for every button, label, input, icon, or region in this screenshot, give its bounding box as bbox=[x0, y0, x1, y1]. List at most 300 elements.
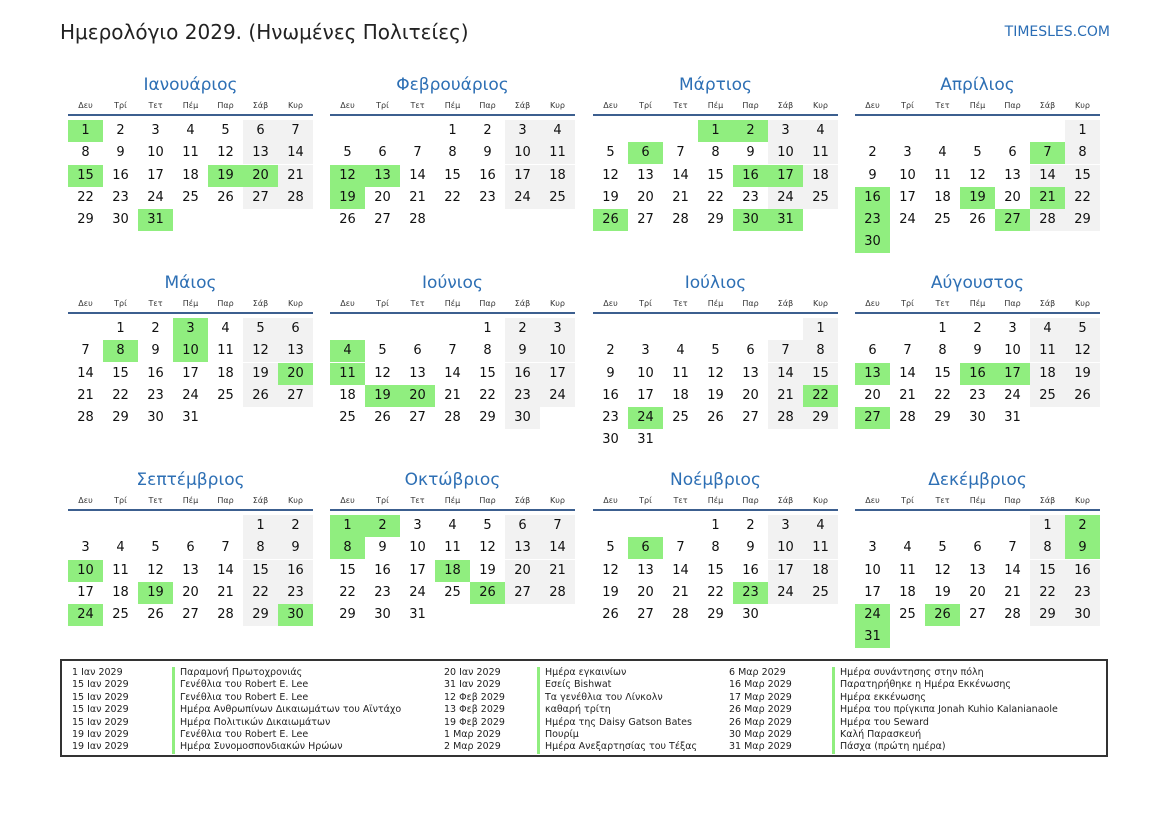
holiday-day[interactable]: 13 bbox=[365, 165, 400, 187]
calendar-day[interactable]: 4 bbox=[903, 540, 912, 556]
calendar-day[interactable]: 17 bbox=[182, 365, 199, 381]
holiday-day[interactable]: 16 bbox=[855, 187, 890, 209]
holiday-day[interactable]: 13 bbox=[855, 363, 890, 385]
calendar-day[interactable]: 3 bbox=[1008, 321, 1017, 336]
holiday-day[interactable]: 6 bbox=[628, 537, 663, 559]
calendar-day[interactable]: 29 bbox=[479, 410, 496, 426]
weekend-day[interactable]: 15 bbox=[803, 363, 838, 385]
calendar-day[interactable]: 23 bbox=[374, 584, 391, 600]
weekend-day[interactable]: 2 bbox=[505, 318, 540, 340]
calendar-day[interactable]: 19 bbox=[602, 584, 619, 600]
holiday-day[interactable]: 8 bbox=[103, 340, 138, 362]
calendar-day[interactable]: 4 bbox=[116, 540, 125, 556]
weekend-day[interactable]: 4 bbox=[1030, 318, 1065, 340]
calendar-day[interactable]: 28 bbox=[1004, 607, 1021, 623]
calendar-day[interactable]: 16 bbox=[374, 562, 391, 578]
weekend-day[interactable]: 15 bbox=[243, 560, 278, 582]
holiday-day[interactable]: 27 bbox=[995, 209, 1030, 231]
calendar-day[interactable]: 14 bbox=[672, 562, 689, 578]
weekend-day[interactable]: 17 bbox=[768, 560, 803, 582]
calendar-day[interactable]: 5 bbox=[606, 145, 615, 161]
weekend-day[interactable]: 4 bbox=[540, 120, 575, 142]
calendar-day[interactable]: 7 bbox=[676, 145, 685, 161]
holiday-day[interactable]: 15 bbox=[68, 165, 103, 187]
calendar-day[interactable]: 7 bbox=[903, 343, 912, 359]
calendar-day[interactable]: 12 bbox=[374, 365, 391, 381]
weekend-day[interactable]: 25 bbox=[540, 187, 575, 209]
calendar-day[interactable]: 29 bbox=[707, 607, 724, 623]
holiday-day[interactable]: 24 bbox=[628, 407, 663, 429]
calendar-day[interactable]: 15 bbox=[707, 167, 724, 183]
calendar-day[interactable]: 3 bbox=[641, 343, 650, 359]
weekend-day[interactable]: 28 bbox=[540, 582, 575, 604]
calendar-day[interactable]: 27 bbox=[409, 410, 426, 426]
calendar-day[interactable]: 24 bbox=[147, 189, 164, 205]
calendar-day[interactable]: 3 bbox=[81, 540, 90, 556]
weekend-day[interactable]: 29 bbox=[1065, 209, 1100, 231]
calendar-day[interactable]: 12 bbox=[479, 540, 496, 556]
weekend-day[interactable]: 28 bbox=[768, 407, 803, 429]
calendar-day[interactable]: 5 bbox=[221, 123, 230, 138]
weekend-day[interactable]: 3 bbox=[540, 318, 575, 340]
calendar-day[interactable]: 12 bbox=[934, 562, 951, 578]
calendar-day[interactable]: 17 bbox=[409, 562, 426, 578]
weekend-day[interactable]: 28 bbox=[1030, 209, 1065, 231]
calendar-day[interactable]: 23 bbox=[112, 189, 129, 205]
weekend-day[interactable]: 10 bbox=[505, 142, 540, 164]
weekend-day[interactable]: 21 bbox=[540, 560, 575, 582]
weekend-day[interactable]: 7 bbox=[278, 120, 313, 142]
calendar-day[interactable]: 27 bbox=[182, 607, 199, 623]
weekend-day[interactable]: 2 bbox=[278, 515, 313, 537]
calendar-day[interactable]: 16 bbox=[602, 387, 619, 403]
calendar-day[interactable]: 28 bbox=[672, 212, 689, 228]
calendar-day[interactable]: 25 bbox=[112, 607, 129, 623]
weekend-day[interactable]: 23 bbox=[505, 385, 540, 407]
calendar-day[interactable]: 2 bbox=[483, 123, 492, 138]
calendar-day[interactable]: 18 bbox=[182, 167, 199, 183]
calendar-day[interactable]: 21 bbox=[77, 387, 94, 403]
calendar-day[interactable]: 15 bbox=[934, 365, 951, 381]
holiday-day[interactable]: 18 bbox=[435, 560, 470, 582]
calendar-day[interactable]: 12 bbox=[602, 167, 619, 183]
calendar-day[interactable]: 9 bbox=[868, 167, 877, 183]
calendar-day[interactable]: 29 bbox=[339, 607, 356, 623]
weekend-day[interactable]: 7 bbox=[768, 340, 803, 362]
calendar-day[interactable]: 15 bbox=[112, 365, 129, 381]
holiday-day[interactable]: 19 bbox=[365, 385, 400, 407]
calendar-day[interactable]: 2 bbox=[116, 123, 125, 138]
weekend-day[interactable]: 6 bbox=[278, 318, 313, 340]
calendar-day[interactable]: 8 bbox=[448, 145, 457, 161]
calendar-day[interactable]: 5 bbox=[343, 145, 352, 161]
calendar-day[interactable]: 11 bbox=[217, 343, 234, 359]
calendar-day[interactable]: 2 bbox=[746, 518, 755, 533]
calendar-day[interactable]: 11 bbox=[899, 562, 916, 578]
calendar-day[interactable]: 17 bbox=[77, 584, 94, 600]
weekend-day[interactable]: 11 bbox=[540, 142, 575, 164]
weekend-day[interactable]: 10 bbox=[768, 142, 803, 164]
weekend-day[interactable]: 9 bbox=[505, 340, 540, 362]
calendar-day[interactable]: 16 bbox=[479, 167, 496, 183]
weekend-day[interactable]: 16 bbox=[1065, 560, 1100, 582]
weekend-day[interactable]: 28 bbox=[278, 187, 313, 209]
calendar-day[interactable]: 17 bbox=[864, 584, 881, 600]
weekend-day[interactable]: 22 bbox=[243, 582, 278, 604]
calendar-day[interactable]: 2 bbox=[151, 321, 160, 336]
calendar-day[interactable]: 12 bbox=[217, 145, 234, 161]
holiday-day[interactable]: 26 bbox=[925, 604, 960, 626]
calendar-day[interactable]: 12 bbox=[602, 562, 619, 578]
calendar-day[interactable]: 19 bbox=[707, 387, 724, 403]
holiday-day[interactable]: 19 bbox=[208, 165, 243, 187]
holiday-day[interactable]: 1 bbox=[330, 515, 365, 537]
calendar-day[interactable]: 1 bbox=[711, 518, 720, 533]
calendar-day[interactable]: 3 bbox=[151, 123, 160, 138]
holiday-day[interactable]: 30 bbox=[278, 604, 313, 626]
holiday-day[interactable]: 17 bbox=[768, 165, 803, 187]
weekend-day[interactable]: 26 bbox=[1065, 385, 1100, 407]
weekend-day[interactable]: 23 bbox=[1065, 582, 1100, 604]
holiday-day[interactable]: 26 bbox=[593, 209, 628, 231]
calendar-day[interactable]: 14 bbox=[1004, 562, 1021, 578]
calendar-day[interactable]: 14 bbox=[217, 562, 234, 578]
holiday-day[interactable]: 3 bbox=[173, 318, 208, 340]
holiday-day[interactable]: 4 bbox=[330, 340, 365, 362]
calendar-day[interactable]: 4 bbox=[676, 343, 685, 359]
calendar-day[interactable]: 30 bbox=[374, 607, 391, 623]
weekend-day[interactable]: 20 bbox=[505, 560, 540, 582]
calendar-day[interactable]: 29 bbox=[77, 212, 94, 228]
holiday-day[interactable]: 16 bbox=[733, 165, 768, 187]
calendar-day[interactable]: 28 bbox=[217, 607, 234, 623]
weekend-day[interactable]: 13 bbox=[505, 537, 540, 559]
weekend-day[interactable]: 1 bbox=[803, 318, 838, 340]
calendar-day[interactable]: 29 bbox=[112, 410, 129, 426]
calendar-day[interactable]: 13 bbox=[742, 365, 759, 381]
holiday-day[interactable]: 10 bbox=[68, 560, 103, 582]
calendar-day[interactable]: 22 bbox=[707, 189, 724, 205]
holiday-day[interactable]: 20 bbox=[243, 165, 278, 187]
calendar-day[interactable]: 22 bbox=[444, 189, 461, 205]
weekend-day[interactable]: 16 bbox=[278, 560, 313, 582]
holiday-day[interactable]: 19 bbox=[960, 187, 995, 209]
calendar-day[interactable]: 13 bbox=[969, 562, 986, 578]
calendar-day[interactable]: 28 bbox=[899, 410, 916, 426]
calendar-day[interactable]: 6 bbox=[973, 540, 982, 556]
weekend-day[interactable]: 18 bbox=[803, 165, 838, 187]
weekend-day[interactable]: 4 bbox=[803, 120, 838, 142]
holiday-day[interactable]: 2 bbox=[733, 120, 768, 142]
calendar-day[interactable]: 18 bbox=[934, 189, 951, 205]
calendar-day[interactable]: 14 bbox=[672, 167, 689, 183]
calendar-day[interactable]: 9 bbox=[973, 343, 982, 359]
weekend-day[interactable]: 24 bbox=[540, 385, 575, 407]
weekend-day[interactable]: 23 bbox=[278, 582, 313, 604]
weekend-day[interactable]: 6 bbox=[505, 515, 540, 537]
weekend-day[interactable]: 13 bbox=[243, 142, 278, 164]
calendar-day[interactable]: 11 bbox=[672, 365, 689, 381]
calendar-day[interactable]: 24 bbox=[182, 387, 199, 403]
calendar-day[interactable]: 26 bbox=[602, 607, 619, 623]
calendar-day[interactable]: 24 bbox=[1004, 387, 1021, 403]
calendar-day[interactable]: 3 bbox=[413, 518, 422, 533]
holiday-day[interactable]: 31 bbox=[768, 209, 803, 231]
weekend-day[interactable]: 13 bbox=[278, 340, 313, 362]
weekend-day[interactable]: 8 bbox=[803, 340, 838, 362]
calendar-day[interactable]: 2 bbox=[606, 343, 615, 359]
weekend-day[interactable]: 15 bbox=[1065, 165, 1100, 187]
calendar-day[interactable]: 3 bbox=[868, 540, 877, 556]
calendar-day[interactable]: 5 bbox=[938, 540, 947, 556]
weekend-day[interactable]: 8 bbox=[1030, 537, 1065, 559]
calendar-day[interactable]: 30 bbox=[602, 432, 619, 448]
calendar-day[interactable]: 20 bbox=[742, 387, 759, 403]
calendar-day[interactable]: 15 bbox=[707, 562, 724, 578]
calendar-day[interactable]: 31 bbox=[182, 410, 199, 426]
calendar-day[interactable]: 11 bbox=[182, 145, 199, 161]
calendar-day[interactable]: 10 bbox=[1004, 343, 1021, 359]
calendar-day[interactable]: 31 bbox=[409, 607, 426, 623]
weekend-day[interactable]: 12 bbox=[1065, 340, 1100, 362]
calendar-day[interactable]: 31 bbox=[637, 432, 654, 448]
calendar-day[interactable]: 7 bbox=[448, 343, 457, 359]
holiday-day[interactable]: 8 bbox=[330, 537, 365, 559]
calendar-day[interactable]: 6 bbox=[186, 540, 195, 556]
weekend-day[interactable]: 24 bbox=[505, 187, 540, 209]
calendar-day[interactable]: 26 bbox=[339, 212, 356, 228]
calendar-day[interactable]: 27 bbox=[969, 607, 986, 623]
calendar-day[interactable]: 11 bbox=[934, 167, 951, 183]
holiday-day[interactable]: 2 bbox=[1065, 515, 1100, 537]
calendar-day[interactable]: 22 bbox=[707, 584, 724, 600]
weekend-day[interactable]: 18 bbox=[1030, 363, 1065, 385]
calendar-day[interactable]: 1 bbox=[116, 321, 125, 336]
weekend-day[interactable]: 25 bbox=[803, 582, 838, 604]
calendar-day[interactable]: 21 bbox=[899, 387, 916, 403]
calendar-day[interactable]: 30 bbox=[742, 607, 759, 623]
calendar-day[interactable]: 15 bbox=[339, 562, 356, 578]
calendar-day[interactable]: 19 bbox=[934, 584, 951, 600]
holiday-day[interactable]: 11 bbox=[330, 363, 365, 385]
calendar-day[interactable]: 13 bbox=[1004, 167, 1021, 183]
weekend-day[interactable]: 29 bbox=[803, 407, 838, 429]
calendar-day[interactable]: 6 bbox=[746, 343, 755, 359]
calendar-day[interactable]: 25 bbox=[339, 410, 356, 426]
calendar-day[interactable]: 24 bbox=[409, 584, 426, 600]
calendar-day[interactable]: 18 bbox=[672, 387, 689, 403]
weekend-day[interactable]: 21 bbox=[768, 385, 803, 407]
calendar-day[interactable]: 24 bbox=[899, 212, 916, 228]
holiday-day[interactable]: 16 bbox=[960, 363, 995, 385]
weekend-day[interactable]: 18 bbox=[540, 165, 575, 187]
calendar-day[interactable]: 10 bbox=[899, 167, 916, 183]
holiday-day[interactable]: 23 bbox=[733, 582, 768, 604]
calendar-day[interactable]: 2 bbox=[868, 145, 877, 161]
weekend-day[interactable]: 7 bbox=[540, 515, 575, 537]
calendar-day[interactable]: 21 bbox=[672, 189, 689, 205]
calendar-day[interactable]: 21 bbox=[409, 189, 426, 205]
calendar-day[interactable]: 13 bbox=[182, 562, 199, 578]
holiday-day[interactable]: 1 bbox=[698, 120, 733, 142]
weekend-day[interactable]: 10 bbox=[540, 340, 575, 362]
calendar-day[interactable]: 10 bbox=[147, 145, 164, 161]
weekend-day[interactable]: 19 bbox=[1065, 363, 1100, 385]
calendar-day[interactable]: 8 bbox=[483, 343, 492, 359]
holiday-day[interactable]: 20 bbox=[278, 363, 313, 385]
holiday-day[interactable]: 24 bbox=[855, 604, 890, 626]
calendar-day[interactable]: 4 bbox=[221, 321, 230, 336]
calendar-day[interactable]: 11 bbox=[112, 562, 129, 578]
calendar-day[interactable]: 1 bbox=[483, 321, 492, 336]
weekend-day[interactable]: 11 bbox=[803, 537, 838, 559]
weekend-day[interactable]: 5 bbox=[243, 318, 278, 340]
holiday-day[interactable]: 21 bbox=[1030, 187, 1065, 209]
calendar-day[interactable]: 29 bbox=[934, 410, 951, 426]
calendar-day[interactable]: 10 bbox=[864, 562, 881, 578]
calendar-day[interactable]: 22 bbox=[339, 584, 356, 600]
calendar-day[interactable]: 20 bbox=[374, 189, 391, 205]
calendar-day[interactable]: 1 bbox=[938, 321, 947, 336]
weekend-day[interactable]: 5 bbox=[1065, 318, 1100, 340]
calendar-day[interactable]: 23 bbox=[969, 387, 986, 403]
calendar-day[interactable]: 6 bbox=[1008, 145, 1017, 161]
calendar-day[interactable]: 30 bbox=[147, 410, 164, 426]
weekend-day[interactable]: 1 bbox=[1030, 515, 1065, 537]
calendar-day[interactable]: 26 bbox=[374, 410, 391, 426]
weekend-day[interactable]: 10 bbox=[768, 537, 803, 559]
calendar-day[interactable]: 16 bbox=[147, 365, 164, 381]
calendar-day[interactable]: 25 bbox=[934, 212, 951, 228]
weekend-day[interactable]: 27 bbox=[278, 385, 313, 407]
calendar-day[interactable]: 8 bbox=[938, 343, 947, 359]
weekend-day[interactable]: 14 bbox=[1030, 165, 1065, 187]
calendar-day[interactable]: 19 bbox=[602, 189, 619, 205]
calendar-day[interactable]: 16 bbox=[112, 167, 129, 183]
calendar-day[interactable]: 20 bbox=[182, 584, 199, 600]
calendar-day[interactable]: 23 bbox=[147, 387, 164, 403]
holiday-day[interactable]: 30 bbox=[855, 231, 890, 253]
calendar-day[interactable]: 18 bbox=[112, 584, 129, 600]
holiday-day[interactable]: 30 bbox=[733, 209, 768, 231]
calendar-day[interactable]: 25 bbox=[444, 584, 461, 600]
calendar-day[interactable]: 4 bbox=[938, 145, 947, 161]
calendar-day[interactable]: 18 bbox=[899, 584, 916, 600]
weekend-day[interactable]: 11 bbox=[803, 142, 838, 164]
calendar-day[interactable]: 17 bbox=[147, 167, 164, 183]
weekend-day[interactable]: 29 bbox=[1030, 604, 1065, 626]
calendar-day[interactable]: 6 bbox=[868, 343, 877, 359]
calendar-day[interactable]: 17 bbox=[637, 387, 654, 403]
calendar-day[interactable]: 28 bbox=[77, 410, 94, 426]
calendar-day[interactable]: 12 bbox=[147, 562, 164, 578]
calendar-day[interactable]: 2 bbox=[973, 321, 982, 336]
calendar-day[interactable]: 10 bbox=[409, 540, 426, 556]
calendar-day[interactable]: 25 bbox=[672, 410, 689, 426]
calendar-day[interactable]: 20 bbox=[637, 189, 654, 205]
holiday-day[interactable]: 2 bbox=[365, 515, 400, 537]
calendar-day[interactable]: 20 bbox=[969, 584, 986, 600]
calendar-day[interactable]: 21 bbox=[444, 387, 461, 403]
calendar-day[interactable]: 23 bbox=[479, 189, 496, 205]
weekend-day[interactable]: 12 bbox=[243, 340, 278, 362]
calendar-day[interactable]: 20 bbox=[864, 387, 881, 403]
calendar-day[interactable]: 14 bbox=[444, 365, 461, 381]
calendar-day[interactable]: 10 bbox=[637, 365, 654, 381]
calendar-day[interactable]: 27 bbox=[742, 410, 759, 426]
calendar-day[interactable]: 9 bbox=[483, 145, 492, 161]
weekend-day[interactable]: 22 bbox=[1065, 187, 1100, 209]
holiday-day[interactable]: 9 bbox=[1065, 537, 1100, 559]
weekend-day[interactable]: 17 bbox=[540, 363, 575, 385]
weekend-day[interactable]: 26 bbox=[243, 385, 278, 407]
calendar-day[interactable]: 28 bbox=[409, 212, 426, 228]
calendar-day[interactable]: 27 bbox=[637, 607, 654, 623]
calendar-day[interactable]: 9 bbox=[378, 540, 387, 556]
calendar-day[interactable]: 8 bbox=[711, 540, 720, 556]
weekend-day[interactable]: 6 bbox=[243, 120, 278, 142]
calendar-day[interactable]: 22 bbox=[112, 387, 129, 403]
holiday-day[interactable]: 22 bbox=[803, 385, 838, 407]
weekend-day[interactable]: 17 bbox=[505, 165, 540, 187]
calendar-day[interactable]: 9 bbox=[606, 365, 615, 381]
weekend-day[interactable]: 4 bbox=[803, 515, 838, 537]
calendar-day[interactable]: 22 bbox=[479, 387, 496, 403]
calendar-day[interactable]: 7 bbox=[81, 343, 90, 359]
calendar-day[interactable]: 21 bbox=[1004, 584, 1021, 600]
calendar-day[interactable]: 20 bbox=[1004, 189, 1021, 205]
calendar-day[interactable]: 3 bbox=[903, 145, 912, 161]
calendar-day[interactable]: 25 bbox=[182, 189, 199, 205]
weekend-day[interactable]: 24 bbox=[768, 582, 803, 604]
holiday-day[interactable]: 24 bbox=[68, 604, 103, 626]
calendar-day[interactable]: 29 bbox=[707, 212, 724, 228]
calendar-day[interactable]: 15 bbox=[479, 365, 496, 381]
calendar-day[interactable]: 7 bbox=[221, 540, 230, 556]
calendar-day[interactable]: 30 bbox=[969, 410, 986, 426]
weekend-day[interactable]: 30 bbox=[505, 407, 540, 429]
calendar-day[interactable]: 5 bbox=[378, 343, 387, 359]
calendar-day[interactable]: 14 bbox=[409, 167, 426, 183]
calendar-day[interactable]: 12 bbox=[707, 365, 724, 381]
holiday-day[interactable]: 7 bbox=[1030, 142, 1065, 164]
calendar-day[interactable]: 8 bbox=[711, 145, 720, 161]
calendar-day[interactable]: 26 bbox=[147, 607, 164, 623]
weekend-day[interactable]: 29 bbox=[243, 604, 278, 626]
calendar-day[interactable]: 7 bbox=[413, 145, 422, 161]
calendar-day[interactable]: 5 bbox=[711, 343, 720, 359]
holiday-day[interactable]: 19 bbox=[138, 582, 173, 604]
weekend-day[interactable]: 14 bbox=[540, 537, 575, 559]
holiday-day[interactable]: 27 bbox=[855, 407, 890, 429]
calendar-day[interactable]: 18 bbox=[217, 365, 234, 381]
calendar-day[interactable]: 20 bbox=[637, 584, 654, 600]
holiday-day[interactable]: 17 bbox=[995, 363, 1030, 385]
calendar-day[interactable]: 31 bbox=[1004, 410, 1021, 426]
calendar-day[interactable]: 23 bbox=[742, 189, 759, 205]
calendar-day[interactable]: 22 bbox=[77, 189, 94, 205]
weekend-day[interactable]: 30 bbox=[1065, 604, 1100, 626]
site-link[interactable]: TIMESLES.COM bbox=[1004, 24, 1110, 40]
calendar-day[interactable]: 9 bbox=[151, 343, 160, 359]
weekend-day[interactable]: 9 bbox=[278, 537, 313, 559]
calendar-day[interactable]: 28 bbox=[444, 410, 461, 426]
weekend-day[interactable]: 27 bbox=[505, 582, 540, 604]
weekend-day[interactable]: 27 bbox=[243, 187, 278, 209]
calendar-day[interactable]: 6 bbox=[413, 343, 422, 359]
holiday-day[interactable]: 1 bbox=[68, 120, 103, 142]
calendar-day[interactable]: 26 bbox=[707, 410, 724, 426]
